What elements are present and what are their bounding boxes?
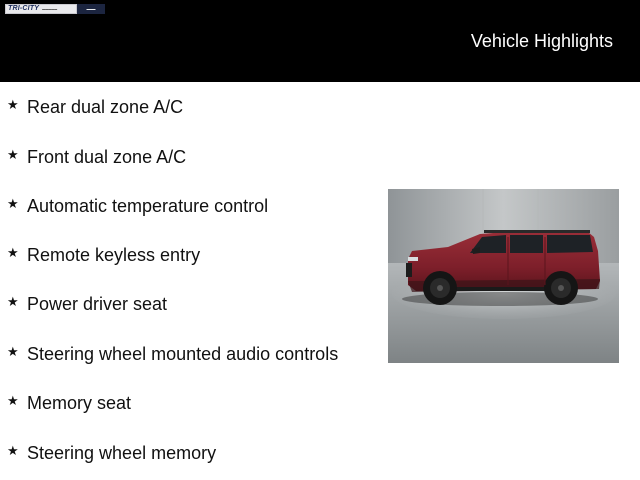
- list-item: [7, 342, 338, 366]
- feature-label: Rear dual zone A/C: [27, 97, 184, 117]
- feature-label: Automatic temperature control: [27, 196, 269, 216]
- feature-label: Power driver seat: [27, 294, 168, 314]
- feature-label: Front dual zone A/C: [27, 147, 187, 167]
- feature-label: Steering wheel mounted audio controls: [27, 344, 339, 364]
- star-icon: ★: [7, 344, 19, 359]
- vehicle-image: [388, 189, 619, 363]
- header-bar: [0, 0, 640, 82]
- star-icon: ★: [7, 147, 19, 162]
- dealer-logo[interactable]: [5, 4, 105, 14]
- vehicle-photo: [388, 189, 619, 363]
- dealer-logo-contact: [77, 4, 105, 14]
- page-title: Vehicle Highlights: [470, 31, 613, 51]
- feature-label: Remote keyless entry: [27, 245, 201, 265]
- feature-label: Steering wheel memory: [27, 443, 217, 463]
- dealer-logo-wordmark: TRI-CITY: [8, 5, 40, 12]
- star-icon: ★: [7, 294, 19, 309]
- list-item: [7, 243, 200, 267]
- feature-label: Memory seat: [27, 393, 132, 413]
- star-icon: ★: [7, 393, 19, 408]
- list-item: [7, 391, 131, 415]
- dealer-logo-panel: [5, 4, 77, 14]
- star-icon: ★: [7, 97, 19, 112]
- list-item: [7, 194, 268, 218]
- list-item: [7, 95, 183, 119]
- dealer-logo-subtext: ▬▬▬▬▬: [42, 7, 58, 11]
- star-icon: ★: [7, 245, 19, 260]
- list-item: [7, 441, 216, 465]
- star-icon: ★: [7, 443, 19, 458]
- list-item: [7, 292, 167, 316]
- dealer-logo-phone: ▬▬▬: [86, 7, 96, 11]
- star-icon: ★: [7, 196, 19, 211]
- list-item: [7, 145, 186, 169]
